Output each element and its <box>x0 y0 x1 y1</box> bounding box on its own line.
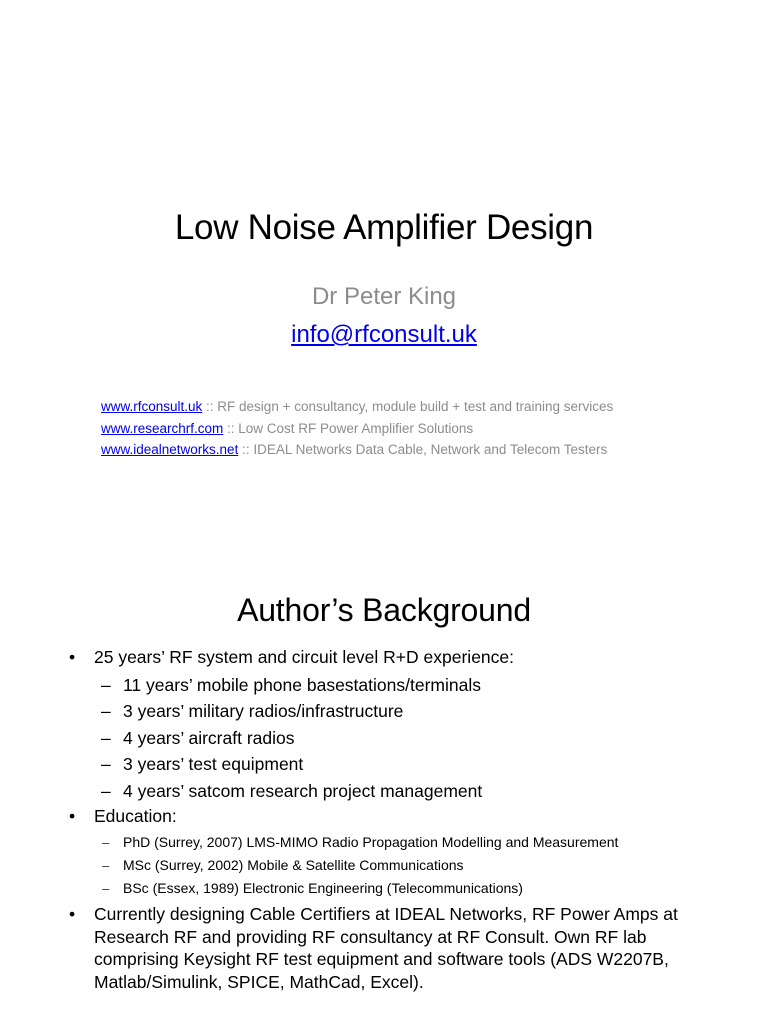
dash-icon: – <box>101 754 111 775</box>
sub-list-item <box>0 751 768 777</box>
link-description: :: IDEAL Networks Data Cable, Network and Telecom Testers <box>238 442 608 457</box>
dash-icon: – <box>101 675 111 695</box>
sub-item-text: MSc (Surrey, 2002) Mobile & Satellite Communications <box>123 857 464 874</box>
sub-item-text: 4 years’ aircraft radios <box>123 727 295 748</box>
bullet-icon: • <box>69 806 76 827</box>
bullet-icon: • <box>69 647 76 667</box>
bullet-icon: • <box>69 904 76 925</box>
sub-list-item <box>0 877 768 900</box>
researchrf-link[interactable]: www.researchrf.com <box>101 420 224 436</box>
link-row-idealnetworks <box>101 439 741 461</box>
sub-list-item <box>0 725 768 751</box>
sub-list-item <box>0 831 768 854</box>
website-links <box>101 396 741 461</box>
dash-icon: – <box>102 881 110 897</box>
list-item <box>0 646 768 669</box>
list-item <box>0 805 768 828</box>
sub-item-text: PhD (Surrey, 2007) LMS-MIMO Radio Propagation Modelling and Measurement <box>123 834 619 851</box>
bullet-list <box>0 646 768 996</box>
idealnetworks-link[interactable]: www.idealnetworks.net <box>101 442 239 457</box>
link-row-rfconsult <box>101 396 741 418</box>
link-row-researchrf <box>101 418 741 440</box>
dash-icon: – <box>102 858 110 874</box>
sub-item-text: 4 years’ satcom research project management <box>123 780 483 801</box>
dash-icon: – <box>101 727 111 748</box>
dash-icon: – <box>102 835 110 851</box>
sub-list-item <box>0 672 768 698</box>
dash-icon: – <box>101 780 111 801</box>
email-line <box>0 321 768 349</box>
link-description: :: Low Cost RF Power Amplifier Solutions <box>223 420 474 436</box>
sub-item-text: 3 years’ military radios/infrastructure <box>123 701 404 722</box>
background-slide <box>0 510 768 1024</box>
author-name: Dr Peter King <box>311 283 457 310</box>
sub-list-item <box>0 854 768 877</box>
slide-title: Author’s Background <box>237 592 531 628</box>
sub-list-item <box>0 778 768 804</box>
slide-title: Low Noise Amplifier Design <box>174 208 594 247</box>
list-item-text: Education: <box>94 806 177 827</box>
rfconsult-link[interactable]: www.rfconsult.uk <box>101 399 203 414</box>
email-link[interactable]: info@rfconsult.uk <box>291 321 477 348</box>
link-description: :: RF design + consultancy, module build + test and training services <box>202 399 614 414</box>
list-item-text: 25 years’ RF system and circuit level R+D experience: <box>94 647 514 667</box>
list-item-text: Currently designing Cable Certifiers at IDEAL Networks, RF Power Amps at Research RF and providing RF consultancy at RF Consult. Own RF lab comprising Keysight RF test equipment and software tools (ADS W2207B, Matlab/Simulink, SPICE, MathCad, Excel). <box>94 904 678 992</box>
sub-list-item <box>0 698 768 724</box>
dash-icon: – <box>101 701 111 722</box>
sub-item-text: 3 years’ test equipment <box>123 754 304 775</box>
title-slide <box>0 0 768 510</box>
sub-item-text: BSc (Essex, 1989) Electronic Engineering (Telecommunications) <box>123 880 523 897</box>
list-item <box>0 903 714 993</box>
sub-item-text: 11 years’ mobile phone basestations/terminals <box>123 675 481 695</box>
